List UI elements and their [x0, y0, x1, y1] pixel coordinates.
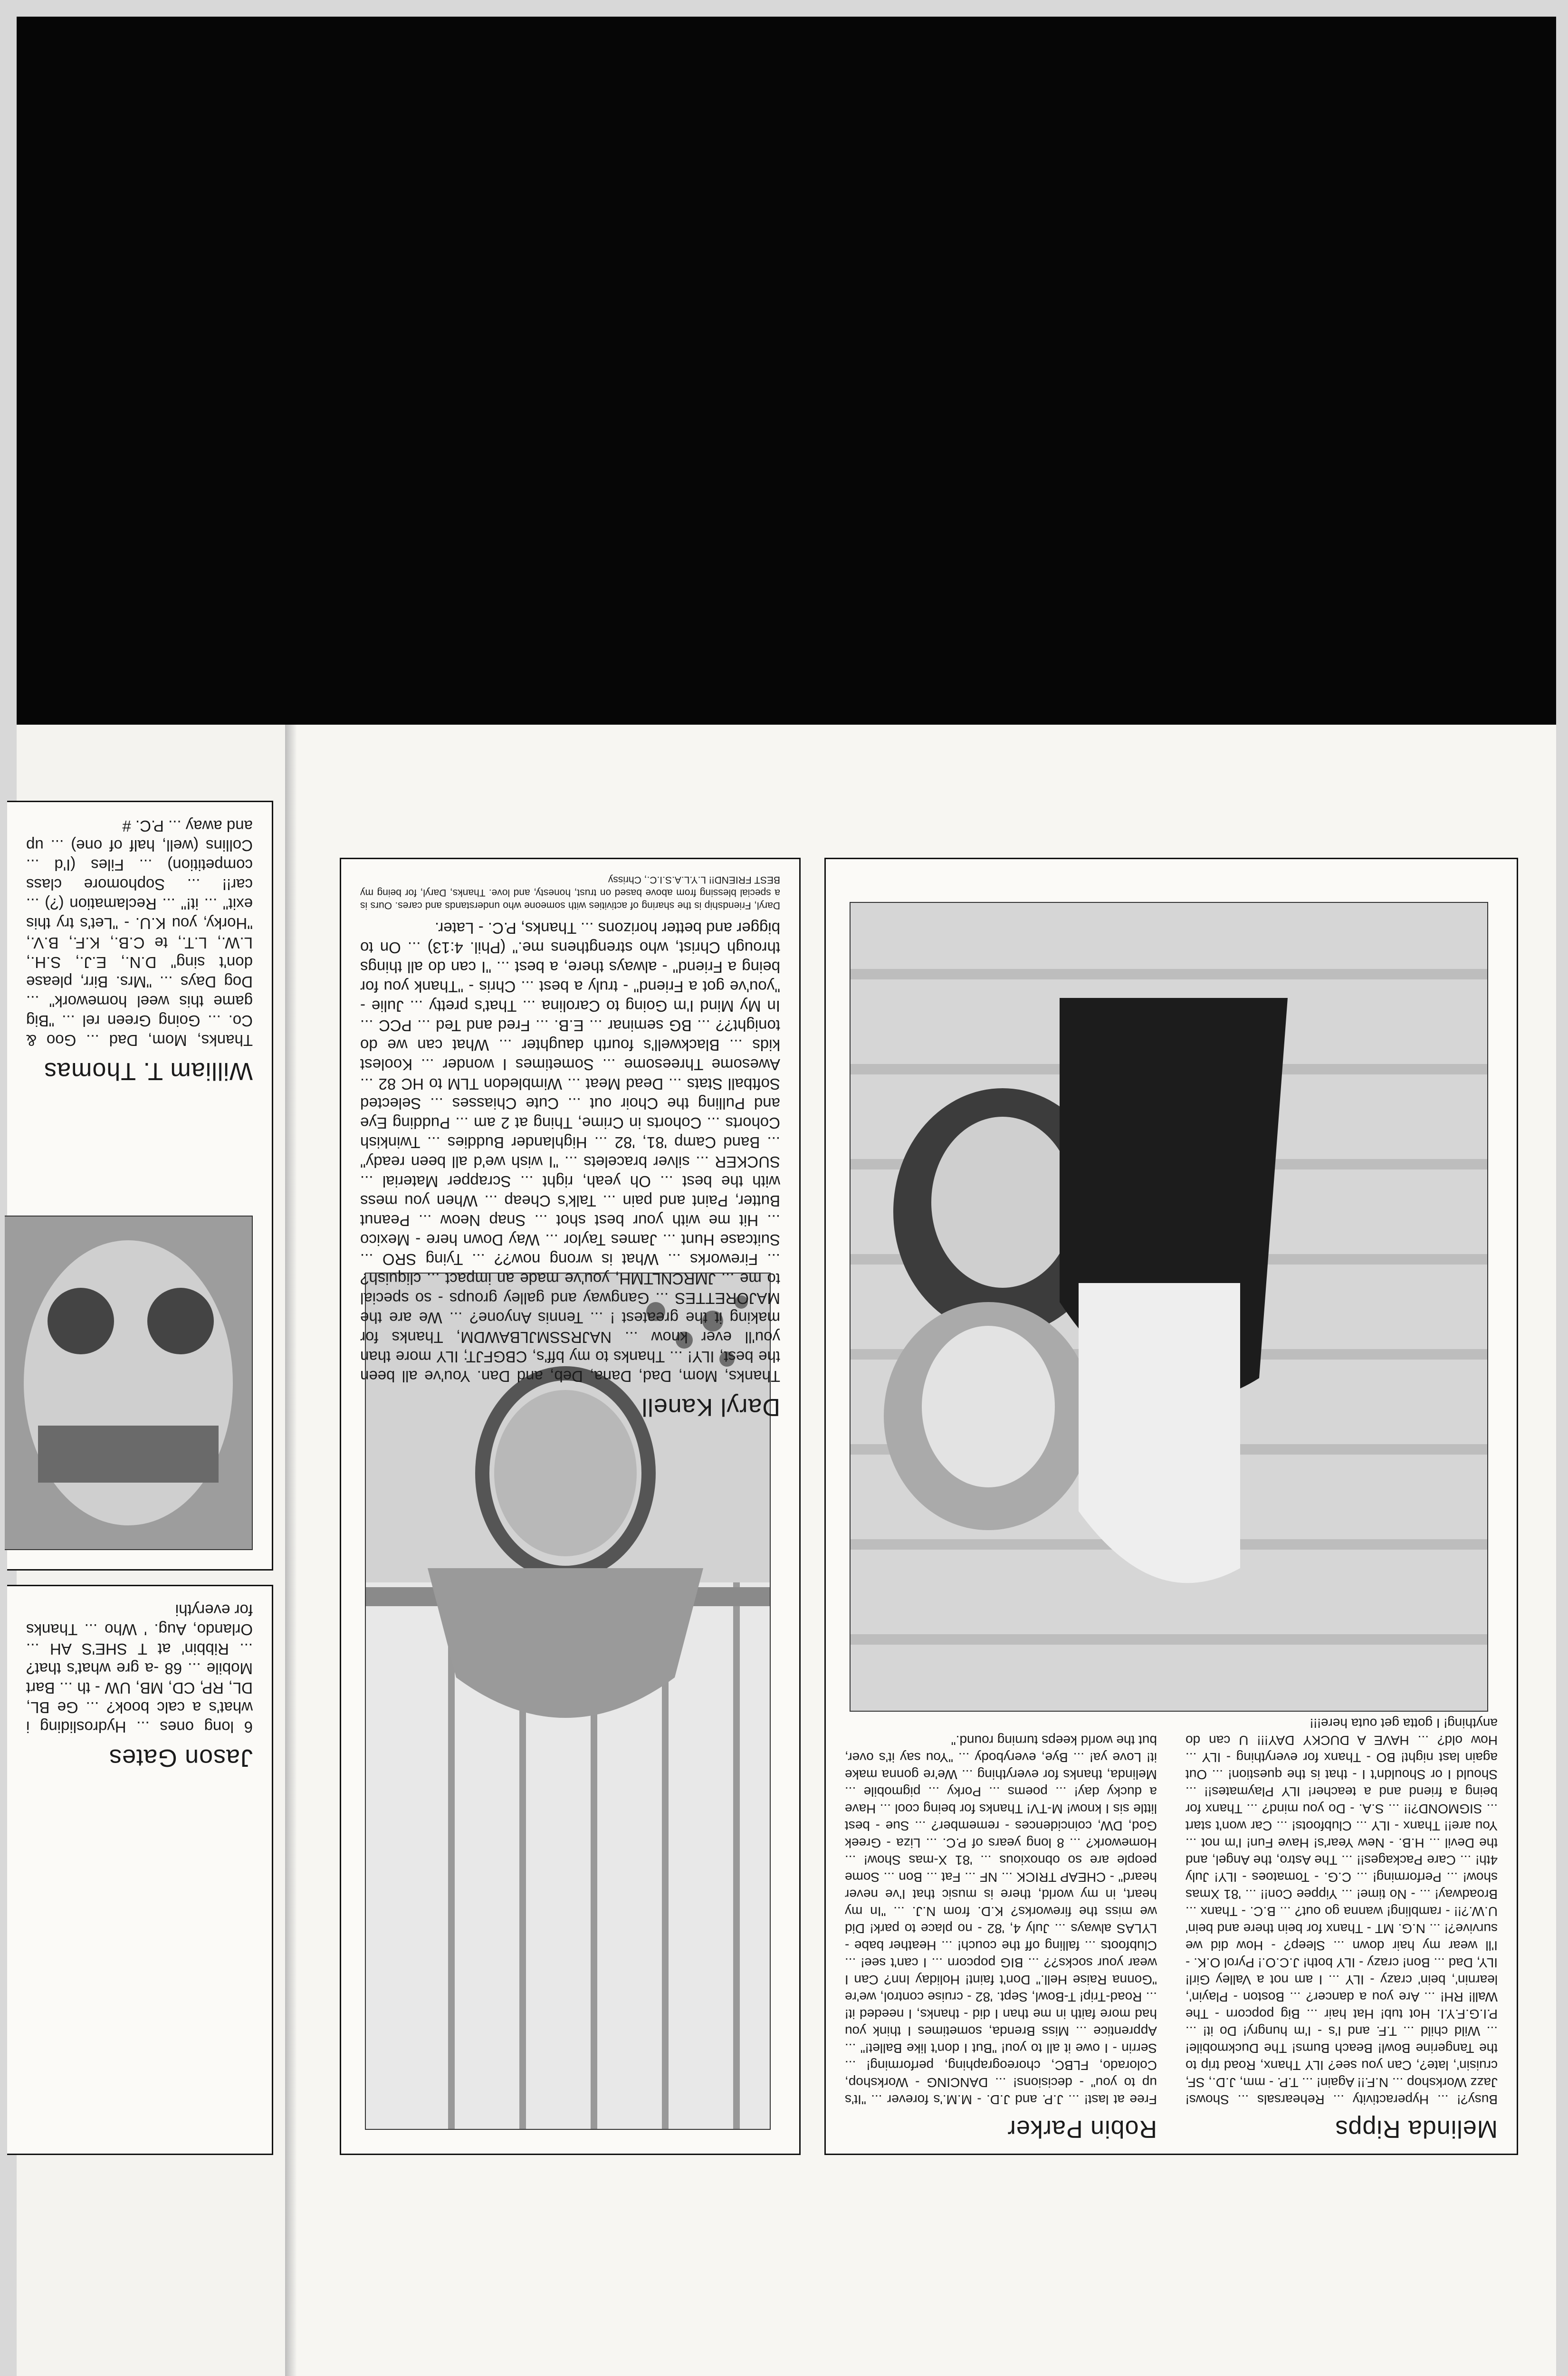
message-melinda: Busy?! ... Hyperactivity ... Rehearsals ... Shows! Jazz Workshop ... N.F.!! Again! ... T.P. - mm, J.D., SF, cruisin', late?, Can you see? ILY Thanx, Road trip to the Tangerine Bowl! Beach Bums! The Duckmobile! ... Wild child ... T.F. and I's - I'm hungry! Do it! ... P.I.G.F.Y.I. Hot tub! Hat hair ... Big popcorn - The Wall! RH! ... Are you a dancer? ... Boston - Playin', learnin', bein' crazy - ILY ... I am not a Valley Girl! ILY, Dad ... Bon! crazy - ILY both! J.C.O.! Pyrol O.K. - I'll wear my hair down ... Sleep? - How did we survive?! ... N.G. MT - Thanx for bein there and bein' U.W.?!! - rambling! wanna go out? ... B.C. - Thanx ... Broadway! ... - No time! ... Yippee Con!! ... '81 Xmas show! ... Performing! ... C.G. - Tomatoes - ILY! July 4th! ... Care Packages!! ... The Astro, the Angel, and the Devil ... H.B. - New Year's! Have Fun! I'm not ... You are!! Thanx - ILY ... Clubfoots! ... Car won't start ... SIGMOND?!! ... S.A. - Do you mind? ... Thanx for being a friend and a teacher! ILY Playmates!! ... Should I or Shouldn't I - that is the question! ... Out again last night! BO - Thanx for everything - ILY ... How old? ... HAVE A DUCKY DAY!!! U can do anything! I gotta get outa here!!! [1186, 1716, 1498, 2107]
student-name-jason: Jason Gates [109, 1744, 253, 1772]
caption-william [7, 802, 272, 1096]
senior-photo-william [5, 1216, 253, 1550]
student-name-robin: Robin Parker [1007, 2115, 1157, 2143]
photo-pair-illustration [851, 903, 1487, 1711]
message-robin: Free at last! ... J.P. and J.D. - M.M.'s forever ... "It's up to you" - decisions! ... DANCING - Workshop, Colorado, FLBC, choreographing, performing! ... Serrin - I owe it all to you! "But I don't like Ballet!" ... Apprentice ... Miss Brenda, sometimes I think you had more faith in me than I did - thanks, I needed it! ... Road-Trip! T-Bowl, Sept. '82 - cruise control, we're "Gonna Raise Hell." Don't faint! Holiday Inn? Can I wear your socks?? ... BIG popcorn ... I can't see! ... Clubfoots ... falling off the couch! ... Heather babe - LYLAS always ... July 4, '82 - no place to park! Did we miss the fireworks? K.D. from N.J. ... "In my heart, in my world, there is music that I've never heard" - CHEAP TRICK ... NF ... Fat ... Bon ... Some people are so obnoxious ... '81 X-mas Show! ... Homework? ... 8 long years of P.C. ... Liza - Greek God, DW, coincidences - remember? ... Sue - best little sis I know! M-TV! Thanks for being cool ... Have a ducky day! ... poems ... Porky ... pigmobile ... Melinda, thanks for everything ... We're gonna make it! Love ya! ... Bye, everybody ... "You say it's over, but the world keeps turning round." [845, 1733, 1157, 2107]
student-name-daryl: Daryl Kanell [641, 1393, 780, 1421]
message-jason: 6 long ones ... Hydrosliding i what's a calc book? ... Ge BL, DL, RP, CD, MB, UW - th ... Bart Mobile ... 68 -a gre what's that? ... Ribbin' at T SHE'S AH ... Orlando, Aug. ' Who ... Thanks for everythi [26, 1601, 253, 1736]
senior-panel-william [7, 801, 273, 1571]
scan-background [17, 17, 1556, 725]
caption-daryl [341, 859, 799, 1432]
caption-jason [7, 1586, 272, 1782]
student-name-melinda: Melinda Ripps [1335, 2115, 1498, 2143]
message-daryl: Thanks, Mom, Dad, Dana, Deb, and Dan. You've all been the best, ILY! ... Thanks to my bff's, CBGFJT; ILY more than you'll ever know ... NAJRSSMJLBAWDM, Thanks for making it the greatest ! ... Tennis Anyone? ... We are the MAJORETTES ... Gangway and galley groups - so special to me ... JMRCNLTMH, you've made an impact ... cliquish? ... Fireworks ... What is wrong now?? ... Tying SRO ... Suitcase Hunt ... James Taylor ... Way Down here - Mexico ... Hit me with your best shot ... Snap Neow ... Peanut Butter, Paint and pain ... Talk's Cheap ... When you mess with the best ... Oh yeah, right ... Scrapper Material ... SUCKER ... silver bracelets ... "I wish we'd all been ready" ... Band Camp '81, '82 ... Highlander Buddies ... Twinkish Cohorts ... Cohorts in Crime, Thing at 2 am ... Pudding Eye and Pulling the Choir out ... Cute Chiasses ... Selected Softball Stats ... Dead Meat ... Wimbledon TLM to HC 82 ... Awesome Threesome ... Sometimes I wonder ... Koolest kids ... Blackwell's fourth daughter ... What can we do tonight?? ... BG seminar ... E.B. ... Fred and Ted ... PCC ... In My Mind I'm Going to Carolina ... That's pretty ... Julie - "you've got a Friend" - truly a best ... Chris - "Thank you for being a Friend" - always there, a best ... "I can do all things through Christ, who strengthens me." (Phil. 4:13) ... On to bigger and better horizons ... Thanks, P.C. - Later. [360, 920, 780, 1385]
message-william: Thanks, Mom, Dad ... Goo & Co. ... Going Green rel ... "Big game this weel homework" ... Dog Days ... "Mrs. Birr, please don't sing" D.N., E.J., S.H., L.W., L.T., te C.B., K.F., B.V., "Horky, you K.U. - "Let's try this exit" ... it!" ... Reclamation (?) ... car!! ... Sophomore class competition) ... Files (I'd ... Collins (well, half of one) ... up and away ... P.C. # [26, 817, 253, 1049]
photo-car-illustration [5, 1217, 252, 1549]
caption-robin-melinda [826, 1716, 1517, 2154]
student-name-william: William T. Thomas [44, 1057, 253, 1085]
senior-panel-robin-melinda [824, 858, 1518, 2155]
senior-photo-robin-melinda [850, 902, 1488, 1712]
column-robin [845, 1733, 1157, 2143]
footnote-daryl: Daryl, Friendship is the sharing of activities with someone who understands and cares. Ours is a special blessing from above based on trust, honesty, and love. Thanks, Daryl, for being my BEST FRIEND!! L.Y.L.A.S.I.C., Chrissy [360, 874, 780, 911]
column-melinda [1186, 1716, 1498, 2143]
senior-panel-daryl [340, 858, 801, 2155]
yearbook-spread [17, 725, 1556, 2376]
senior-panel-jason [7, 1585, 273, 2155]
